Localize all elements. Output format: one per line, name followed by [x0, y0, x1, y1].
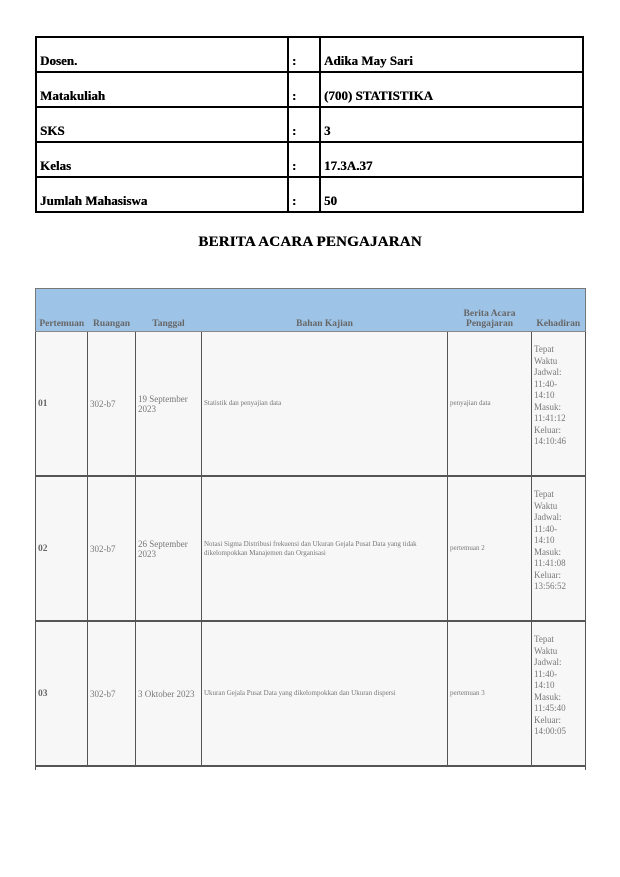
info-value: (700) STATISTIKA [320, 72, 583, 107]
info-separator: : [288, 142, 320, 177]
cell-kehadiran [532, 476, 586, 621]
kehadiran-line: 11:41:08 [534, 558, 566, 568]
kehadiran-line: 13:56:52 [534, 581, 567, 591]
course-info-table [35, 36, 584, 213]
table-header-row [36, 289, 586, 332]
continuation-cell [36, 766, 88, 770]
info-row-dosen [36, 37, 583, 72]
cell-ruangan: 302-b7 [88, 621, 136, 766]
header-tanggal: Tanggal [136, 289, 202, 332]
table-continuation [36, 766, 586, 770]
kehadiran-line: 11:40- [534, 523, 558, 534]
info-label: Jumlah Mahasiswa [36, 177, 288, 212]
kehadiran-line: Waktu [534, 645, 558, 656]
kehadiran-line: 14:10:46 [534, 436, 567, 446]
cell-tanggal: 26 September 2023 [136, 476, 202, 621]
continuation-cell [532, 766, 586, 770]
kehadiran-line: 11:40- [534, 668, 558, 679]
kehadiran-line: 14:00:05 [534, 726, 567, 736]
continuation-cell [202, 766, 448, 770]
kehadiran-line: 11:40- [534, 378, 558, 389]
continuation-cell [136, 766, 202, 770]
kehadiran-line: Masuk: [534, 401, 561, 412]
continuation-cell [448, 766, 532, 770]
table-row [36, 332, 586, 477]
cell-bahan-kajian: Notasi Sigma Distribusi frekuensi dan Ukuran Gejala Pusat Data yang tidak dikelompokkan Manajemen dan Organisasi [202, 476, 448, 621]
info-label: Kelas [36, 142, 288, 177]
cell-pertemuan: 03 [36, 621, 88, 766]
info-row-kelas [36, 142, 583, 177]
teaching-record-table [35, 288, 586, 770]
header-pertemuan: Pertemuan [36, 289, 88, 332]
info-separator: : [288, 37, 320, 72]
cell-pertemuan: 02 [36, 476, 88, 621]
info-row-jumlah-mahasiswa [36, 177, 583, 212]
cell-tanggal: 19 September 2023 [136, 332, 202, 477]
info-separator: : [288, 177, 320, 212]
kehadiran-line: 14:10 [534, 390, 555, 400]
kehadiran-line: Jadwal: [534, 512, 562, 522]
info-value: 17.3A.37 [320, 142, 583, 177]
kehadiran-line: Tepat [534, 344, 554, 354]
kehadiran-line: 11:41:12 [534, 413, 566, 423]
info-label: SKS [36, 107, 288, 142]
info-value: Adika May Sari [320, 37, 583, 72]
cell-ruangan: 302-b7 [88, 476, 136, 621]
cell-bahan-kajian: Statistik dan penyajian data [202, 332, 448, 477]
info-separator: : [288, 107, 320, 142]
kehadiran-line: Jadwal: [534, 367, 562, 377]
table-row [36, 621, 586, 766]
info-value: 3 [320, 107, 583, 142]
table-row [36, 476, 586, 621]
header-ruangan: Ruangan [88, 289, 136, 332]
kehadiran-line: Keluar: [534, 714, 561, 725]
header-berita-acara: Berita Acara Pengajaran [448, 289, 532, 332]
kehadiran-line: Waktu [534, 500, 558, 511]
kehadiran-line: Tepat [534, 634, 554, 644]
kehadiran-line: Jadwal: [534, 657, 562, 667]
info-label: Matakuliah [36, 72, 288, 107]
cell-berita-acara: pertemuan 2 [448, 476, 532, 621]
info-row-matakuliah [36, 72, 583, 107]
info-row-sks [36, 107, 583, 142]
header-kehadiran: Kehadiran [532, 289, 586, 332]
cell-bahan-kajian: Ukuran Gejala Pusat Data yang dikelompokkan dan Ukuran dispersi [202, 621, 448, 766]
kehadiran-line: Keluar: [534, 424, 561, 435]
info-value: 50 [320, 177, 583, 212]
cell-ruangan: 302-b7 [88, 332, 136, 477]
kehadiran-line: Masuk: [534, 691, 561, 702]
info-label: Dosen. [36, 37, 288, 72]
cell-berita-acara: penyajian data [448, 332, 532, 477]
header-bahan-kajian: Bahan Kajian [202, 289, 448, 332]
cell-berita-acara: pertemuan 3 [448, 621, 532, 766]
info-separator: : [288, 72, 320, 107]
kehadiran-line: Masuk: [534, 546, 561, 557]
kehadiran-line: 14:10 [534, 535, 555, 545]
page-title: BERITA ACARA PENGAJARAN [198, 234, 422, 250]
kehadiran-line: 14:10 [534, 680, 555, 690]
cell-kehadiran [532, 332, 586, 477]
kehadiran-line: Keluar: [534, 569, 561, 580]
kehadiran-line: Waktu [534, 355, 558, 366]
kehadiran-line: Tepat [534, 489, 554, 499]
cell-pertemuan: 01 [36, 332, 88, 477]
kehadiran-line: 11:45:40 [534, 703, 566, 713]
cell-tanggal: 3 Oktober 2023 [136, 621, 202, 766]
continuation-cell [88, 766, 136, 770]
cell-kehadiran [532, 621, 586, 766]
